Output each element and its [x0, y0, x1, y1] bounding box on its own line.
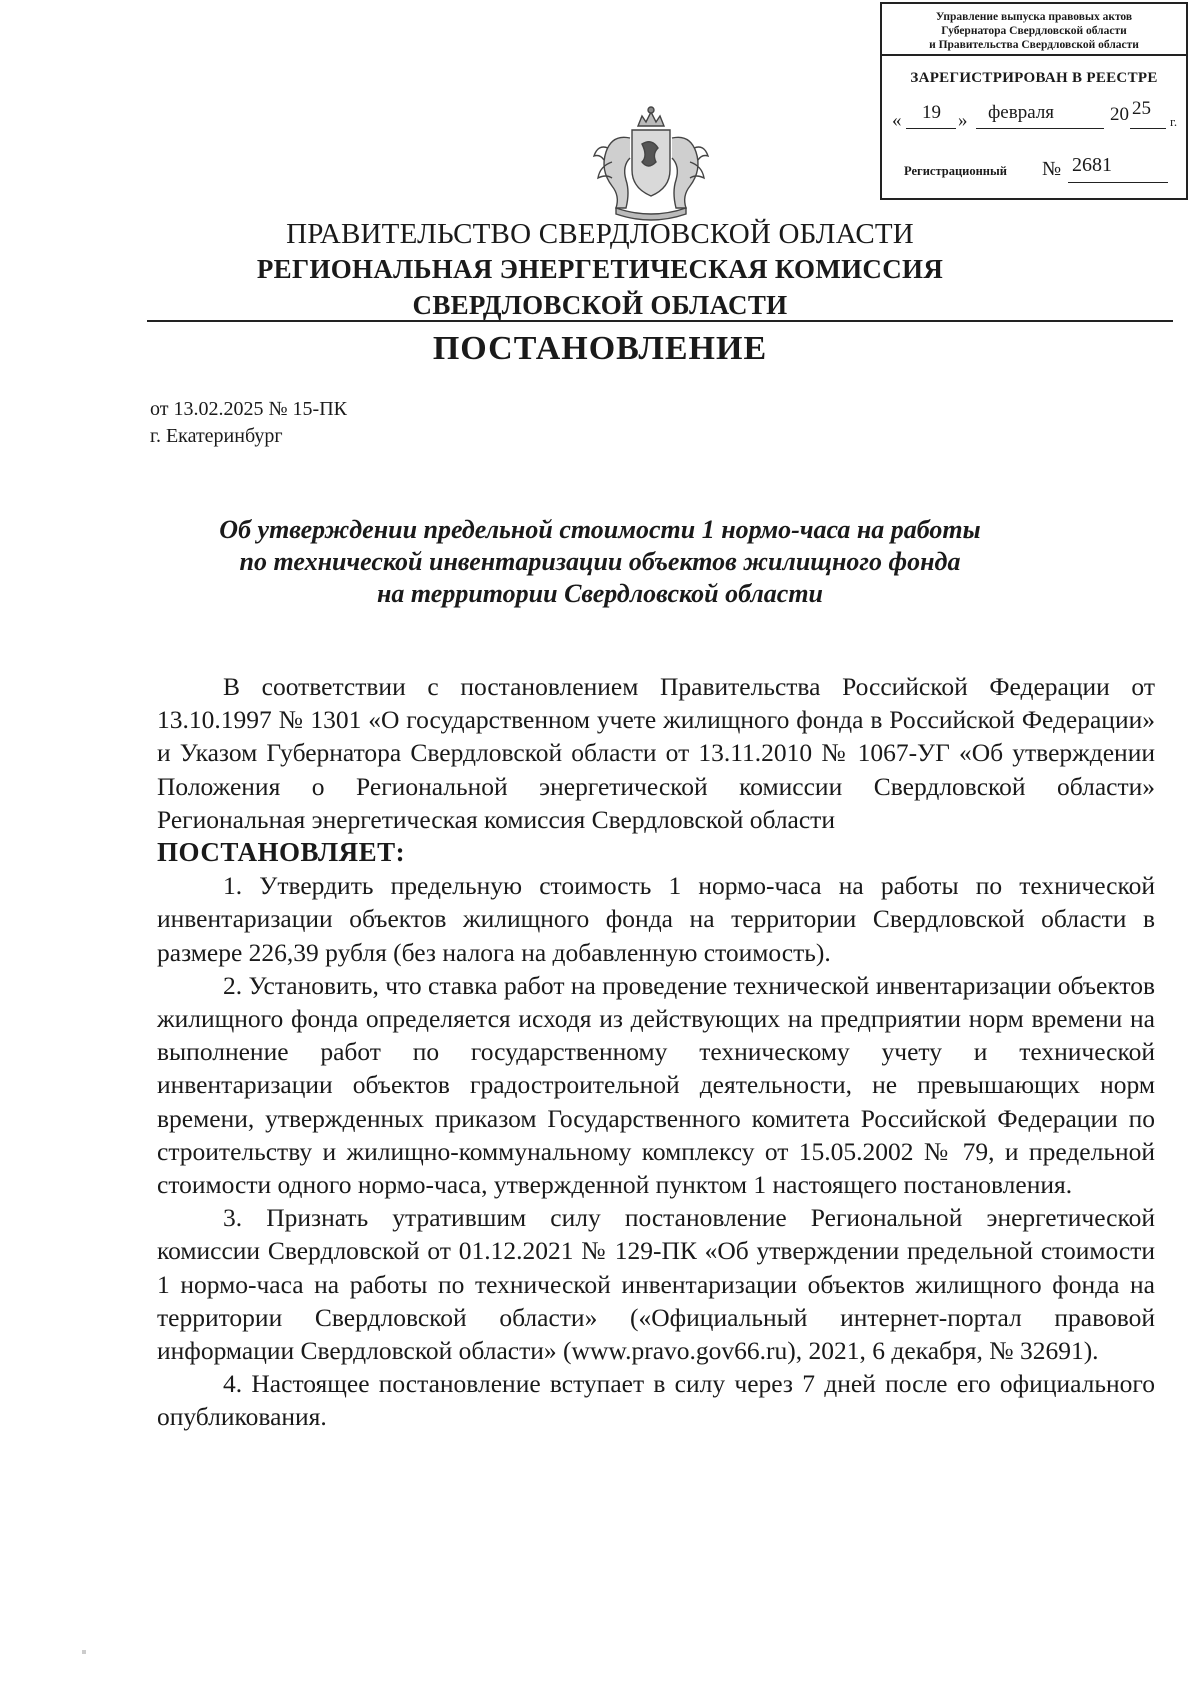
stamp-year-prefix: 20 [1110, 104, 1129, 125]
document-body [157, 670, 1155, 1434]
subject-line: Об утверждении предельной стоимости 1 нормо-часа на работы [219, 515, 981, 544]
stamp-date [892, 98, 1182, 134]
stamp-day: 19 [922, 102, 941, 123]
stamp-year-unit: г. [1170, 114, 1178, 129]
scan-speck [82, 1650, 86, 1654]
stamp-quote-close: » [958, 110, 968, 131]
stamp-header-line: Губернатора Свердловской области [941, 25, 1127, 37]
stamp-reg-number [904, 154, 1174, 184]
document-type-title: ПОСТАНОВЛЕНИЕ [432, 330, 768, 367]
stamp-header-line: и Правительства Свердловской области [929, 39, 1139, 51]
header-divider [147, 320, 1173, 322]
item-2-paragraph: 2. Установить, что ставка работ на проведение технической инвентаризации объектов жилищного фонда определяется исходя из действующих на предприятии норм времени на выполнение работ по государственному техническому учету и технической инвентаризации объектов градостроительной деятельности, не превышающих норм времени, утвержденных приказом Государственного комитета Российской Федерации по строительству и жилищно-коммунальному комплексу от 15.05.2002 № 79, и предельной стоимости одного нормо-часа, утвержденной пунктом 1 настоящего постановления. [157, 970, 1155, 1200]
stamp-number-sign: № [1042, 158, 1062, 180]
coat-of-arms-icon [586, 104, 716, 222]
stamp-reg-label: Регистрационный [904, 164, 1007, 178]
stamp-header-line: Управление выпуска правовых актов [935, 11, 1133, 23]
document-city: г. Екатеринбург [150, 425, 283, 447]
commission-name-line1: РЕГИОНАЛЬНАЯ ЭНЕРГЕТИЧЕСКАЯ КОМИССИЯ [256, 254, 944, 284]
commission-name-line2: СВЕРДЛОВСКОЙ ОБЛАСТИ [412, 290, 788, 320]
stamp-header [882, 4, 1186, 56]
resolves-heading: ПОСТАНОВЛЯЕТ: [157, 837, 406, 868]
document-date-number: от 13.02.2025 № 15-ПК [150, 398, 348, 420]
subject-line: на территории Свердловской области [376, 579, 824, 608]
stamp-quote-open: « [892, 110, 902, 131]
government-name: ПРАВИТЕЛЬСТВО СВЕРДЛОВСКОЙ ОБЛАСТИ [286, 218, 914, 250]
subject-line: по технической инвентаризации объектов жилищного фонда [239, 547, 961, 576]
item-4-paragraph: 4. Настоящее постановление вступает в силу через 7 дней после его официального опубликования. [157, 1369, 1155, 1432]
item-3-paragraph: 3. Признать утратившим силу постановление Региональной энергетической комиссии Свердловской от 01.12.2021 № 129-ПК «Об утверждении предельной стоимости 1 нормо-часа на работы по технической инвентаризации объектов жилищного фонда на территории Свердловской области» («Официальный интернет-портал правовой информации Свердловской области» (www.pravo.gov66.ru), 2021, 6 декабря, № 32691). [157, 1203, 1155, 1366]
item-1-paragraph: 1. Утвердить предельную стоимость 1 нормо-часа на работы по технической инвентаризации объектов жилищного фонда на территории Свердловской области в размере 226,39 рубля (без налога на добавленную стоимость). [157, 871, 1155, 967]
document-subject [0, 514, 1200, 610]
stamp-year-suffix: 25 [1132, 98, 1151, 119]
stamp-registered-label: ЗАРЕГИСТРИРОВАН В РЕЕСТРЕ [910, 70, 1158, 86]
preamble-paragraph: В соответствии с постановлением Правительства Российской Федерации от 13.10.1997 № 1301 «О государственном учете жилищного фонда в Российской Федерации» и Указом Губернатора Свердловской области от 13.11.2010 № 1067-УГ «Об утверждении Положения о Региональной энергетической комиссии Свердловской области» Региональная энергетическая комиссия Свердловской области [157, 672, 1155, 834]
stamp-month: февраля [988, 102, 1055, 123]
stamp-number-value: 2681 [1072, 154, 1112, 176]
registration-stamp [880, 2, 1188, 200]
